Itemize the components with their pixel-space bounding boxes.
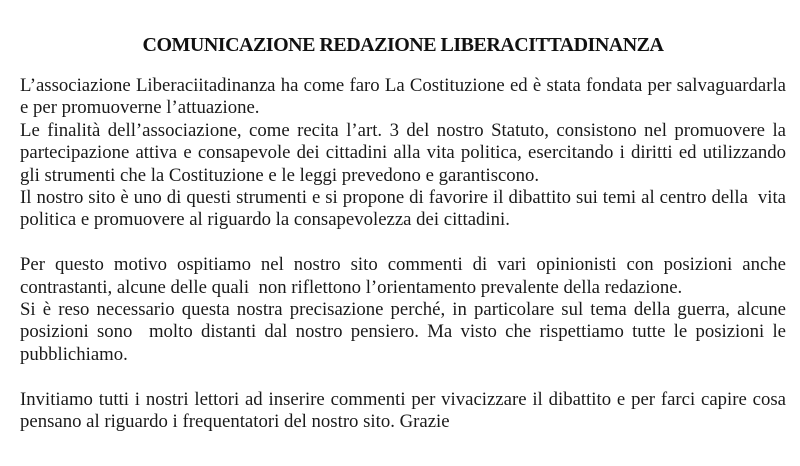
- paragraph-line: Per questo motivo ospitiamo nel nostro sito commenti di vari opinionisti con posizioni anche contrastanti, alcune delle quali non riflettono l’orientamento prevalente della redazione.: [20, 254, 786, 298]
- paragraph-line: Invitiamo tutti i nostri lettori ad inserire commenti per vivacizzare il dibattito e per farci capire cosa pensano al riguardo i frequentatori del nostro sito. Grazie: [20, 388, 786, 433]
- paragraph-line: Si è reso necessario questa nostra precisazione perché, in particolare sul tema della guerra, alcune posizioni sono molto distanti dal nostro pensiero. Ma visto che rispettiamo tutte le posizioni le pubblichiamo.: [20, 299, 786, 365]
- paragraph-line: Il nostro sito è uno di questi strumenti e si propone di favorire il dibattito sui temi al centro della vita politica e promuovere al riguardo la consapevolezza dei cittadini.: [20, 187, 786, 231]
- paragraph-group-2: [20, 254, 786, 366]
- document-title: COMUNICAZIONE REDAZIONE LIBERACITTADINANZA: [142, 34, 664, 56]
- paragraph-line: Le finalità dell’associazione, come recita l’art. 3 del nostro Statuto, consistono nel promuovere la partecipazione attiva e consapevole dei cittadini alla vita politica, esercitando i diritti ed utilizzando gli strumenti che la Costituzione e le leggi prevedono e garantiscono.: [20, 119, 786, 186]
- paragraph-group-1: [20, 75, 786, 232]
- paragraph-group-3: [20, 389, 786, 434]
- paragraph-line: L’associazione Liberaciitadinanza ha come faro La Costituzione ed è stata fondata per salvaguardarla e per promuoverne l’attuazione.: [20, 75, 786, 119]
